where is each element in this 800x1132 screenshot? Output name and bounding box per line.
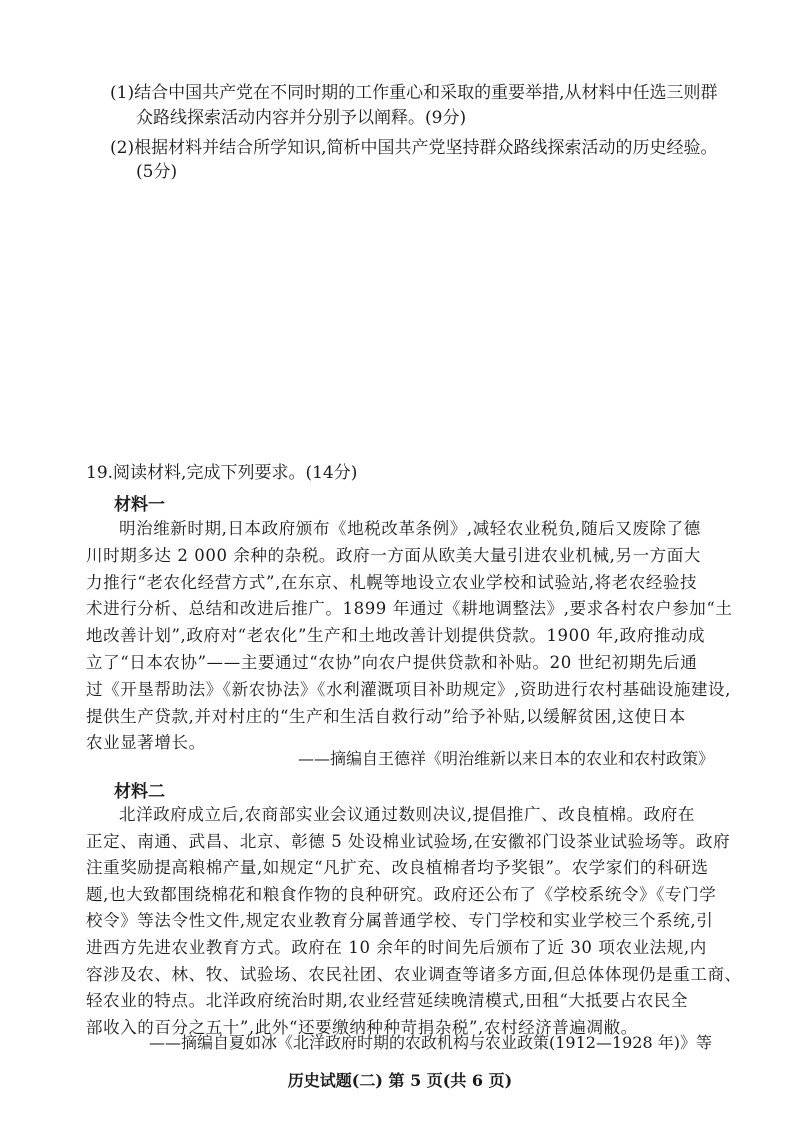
question-19-title: 19.阅读材料,完成下列要求。(14分) xyxy=(86,463,358,483)
question-2-text: (2)根据材料并结合所学知识,简析中国共产党坚持群众路线探索活动的历史经验。 xyxy=(110,138,718,158)
paragraph-line: 部收入的百分之五十”,此外“还要缴纳种种苛捐杂税”,农村经济普遍凋敝。 xyxy=(86,1017,638,1037)
paragraph-line: 注重奖励提高粮棉产量,如规定“凡扩充、改良植棉者均予奖银”。农学家们的科研选 xyxy=(86,858,709,878)
paragraph-line: 校令》等法令性文件,规定农业教育分属普通学校、专门学校和实业学校三个系统,引 xyxy=(86,911,714,931)
paragraph-line: 进西方先进农业教育方式。政府在 10 余年的时间先后颁布了近 30 项农业法规,内 xyxy=(86,937,707,957)
material-2-paragraph xyxy=(86,802,742,1041)
question-2-score: (5分) xyxy=(136,162,178,182)
page-footer: 历史试题(二) 第 5 页(共 6 页) xyxy=(287,1071,513,1090)
material-2-source: ——摘编自夏如冰《北洋政府时期的农政机构与农业政策(1912—1928 年)》等 xyxy=(148,1033,712,1052)
paragraph-line: 北洋政府成立后,农商部实业会议通过数则决议,提倡推广、改良植棉。政府在 xyxy=(119,805,695,824)
paragraph-line: 题,也大致都围绕棉花和粮食作物的良种研究。政府还公布了《学校系统令》《专门学 xyxy=(86,884,717,904)
question-1-text-continued: 众路线探索活动内容并分别予以阐释。(9分) xyxy=(136,108,467,128)
question-1-text: (1)结合中国共产党在不同时期的工作重心和采取的重要举措,从材料中任选三则群 xyxy=(110,83,718,103)
material-1-paragraph xyxy=(86,516,733,757)
paragraph-line: 正定、南通、武昌、北京、彰德 5 处设棉业试验场,在安徽祁门设茶业试验场等。政府 xyxy=(86,831,731,851)
paragraph-line: 轻农业的特点。北洋政府统治时期,农业经营延续晚清模式,田租“大抵要占农民全 xyxy=(86,991,689,1011)
paragraph-line: 过《开垦帮助法》《新农协法》《水利灌溉项目补助规定》,资助进行农村基础设施建设, xyxy=(86,679,731,699)
paragraph-line: 立了“日本农协”——主要通过“农协”向农户提供贷款和补贴。20 世纪初期先后通 xyxy=(86,652,698,672)
material-2-title: 材料二 xyxy=(114,782,165,802)
paragraph-line: 容涉及农、林、牧、试验场、农民社团、农业调查等诸多方面,但总体体现仍是重工商、 xyxy=(86,964,742,984)
paragraph-line: 地改善计划”,政府对“老农化”生产和土地改善计划提供贷款。1900 年,政府推动成 xyxy=(86,626,706,646)
paragraph-line: 力推行“老农化经营方式”,在东京、札幌等地设立农业学校和试验站,将老农经验技 xyxy=(86,572,698,592)
paragraph-line: 提供生产贷款,并对村庄的“生产和生活自救行动”给予补贴,以缓解贫困,这使日本 xyxy=(86,706,686,726)
paragraph-line: 术进行分析、总结和改进后推广。1899 年通过《耕地调整法》,要求各村农户参加“土 xyxy=(86,599,733,619)
material-1-title: 材料一 xyxy=(114,495,165,515)
paragraph-line: 川时期多达 2 000 余种的杂税。政府一方面从欧美大量引进农业机械,另一方面大 xyxy=(86,545,701,565)
material-1-source: ——摘编自王德祥《明治维新以来日本的农业和农村政策》 xyxy=(297,749,714,768)
paragraph-line: 农业显著增长。 xyxy=(86,733,206,753)
paragraph-line: 明治维新时期,日本政府颁布《地税改革条例》,减轻农业税负,随后又废除了德 xyxy=(119,519,701,538)
